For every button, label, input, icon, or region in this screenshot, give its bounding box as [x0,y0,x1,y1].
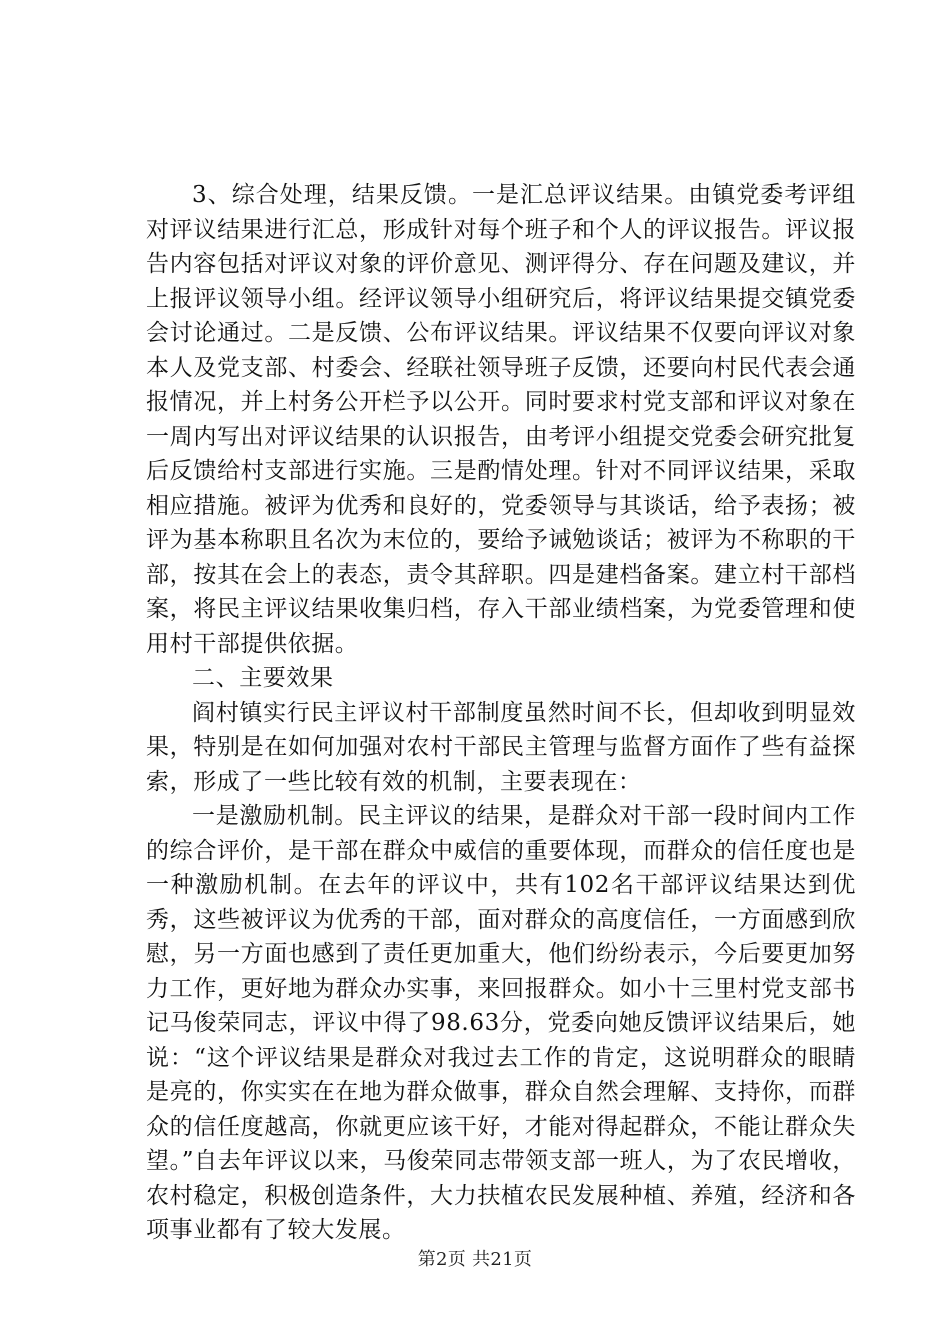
paragraph-incentive-mechanism: 一是激励机制。民主评议的结果，是群众对干部一段时间内工作的综合评价，是干部在群众中威信的重要体现，而群众的信任度也是一种激励机制。在去年的评议中，共有102名干部评议结果达到优秀，这些被评议为优秀的干部，面对群众的高度信任，一方面感到欣慰，另一方面也感到了责任更加重大，他们纷纷表示，今后要更加努力工作，更好地为群众办实事，来回报群众。如小十三里村党支部书记马俊荣同志，评议中得了98.63分，党委向她反馈评议结果后，她说：“这个评议结果是群众对我过去工作的肯定，这说明群众的眼睛是亮的，你实实在在地为群众做事，群众自然会理解、支持你，而群众的信任度越高，你就更应该干好，才能对得起群众，不能让群众失望。”自去年评议以来，马俊荣同志带领支部一班人，为了农民增收，农村稳定，积极创造条件，大力扶植农民发展种植、养殖，经济和各项事业都有了较大发展。 [146,803,856,1243]
paragraph-effects-intro: 阎村镇实行民主评议村干部制度虽然时间不长，但却收到明显效果，特别是在如何加强对农村干部民主管理与监督方面作了些有益探索，形成了一些比较有效的机制，主要表现在： [146,699,856,795]
page-number-footer: 第2页 共21页 [417,1249,533,1270]
paragraph-result-feedback: 3、综合处理，结果反馈。一是汇总评议结果。由镇党委考评组对评议结果进行汇总，形成针对每个班子和个人的评议报告。评议报告内容包括对评议对象的评价意见、测评得分、存在问题及建议，并上报评议领导小组。经评议领导小组研究后，将评议结果提交镇党委会讨论通过。二是反馈、公布评议结果。评议结果不仅要向评议对象本人及党支部、村委会、经联社领导班子反馈，还要向村民代表会通报情况，并上村务公开栏予以公开。同时要求村党支部和评议对象在一周内写出对评议结果的认识报告，由考评小组提交党委会研究批复后反馈给村支部进行实施。三是酌情处理。针对不同评议结果，采取相应措施。被评为优秀和良好的，党委领导与其谈话，给予表扬；被评为基本称职且名次为末位的，要给予诫勉谈话；被评为不称职的干部，按其在会上的表态，责令其辞职。四是建档备案。建立村干部档案，将民主评议结果收集归档，存入干部业绩档案，为党委管理和使用村干部提供依据。 [146,182,856,657]
section-heading-main-effects: 二、主要效果 [192,665,334,691]
document-body [146,178,856,1248]
